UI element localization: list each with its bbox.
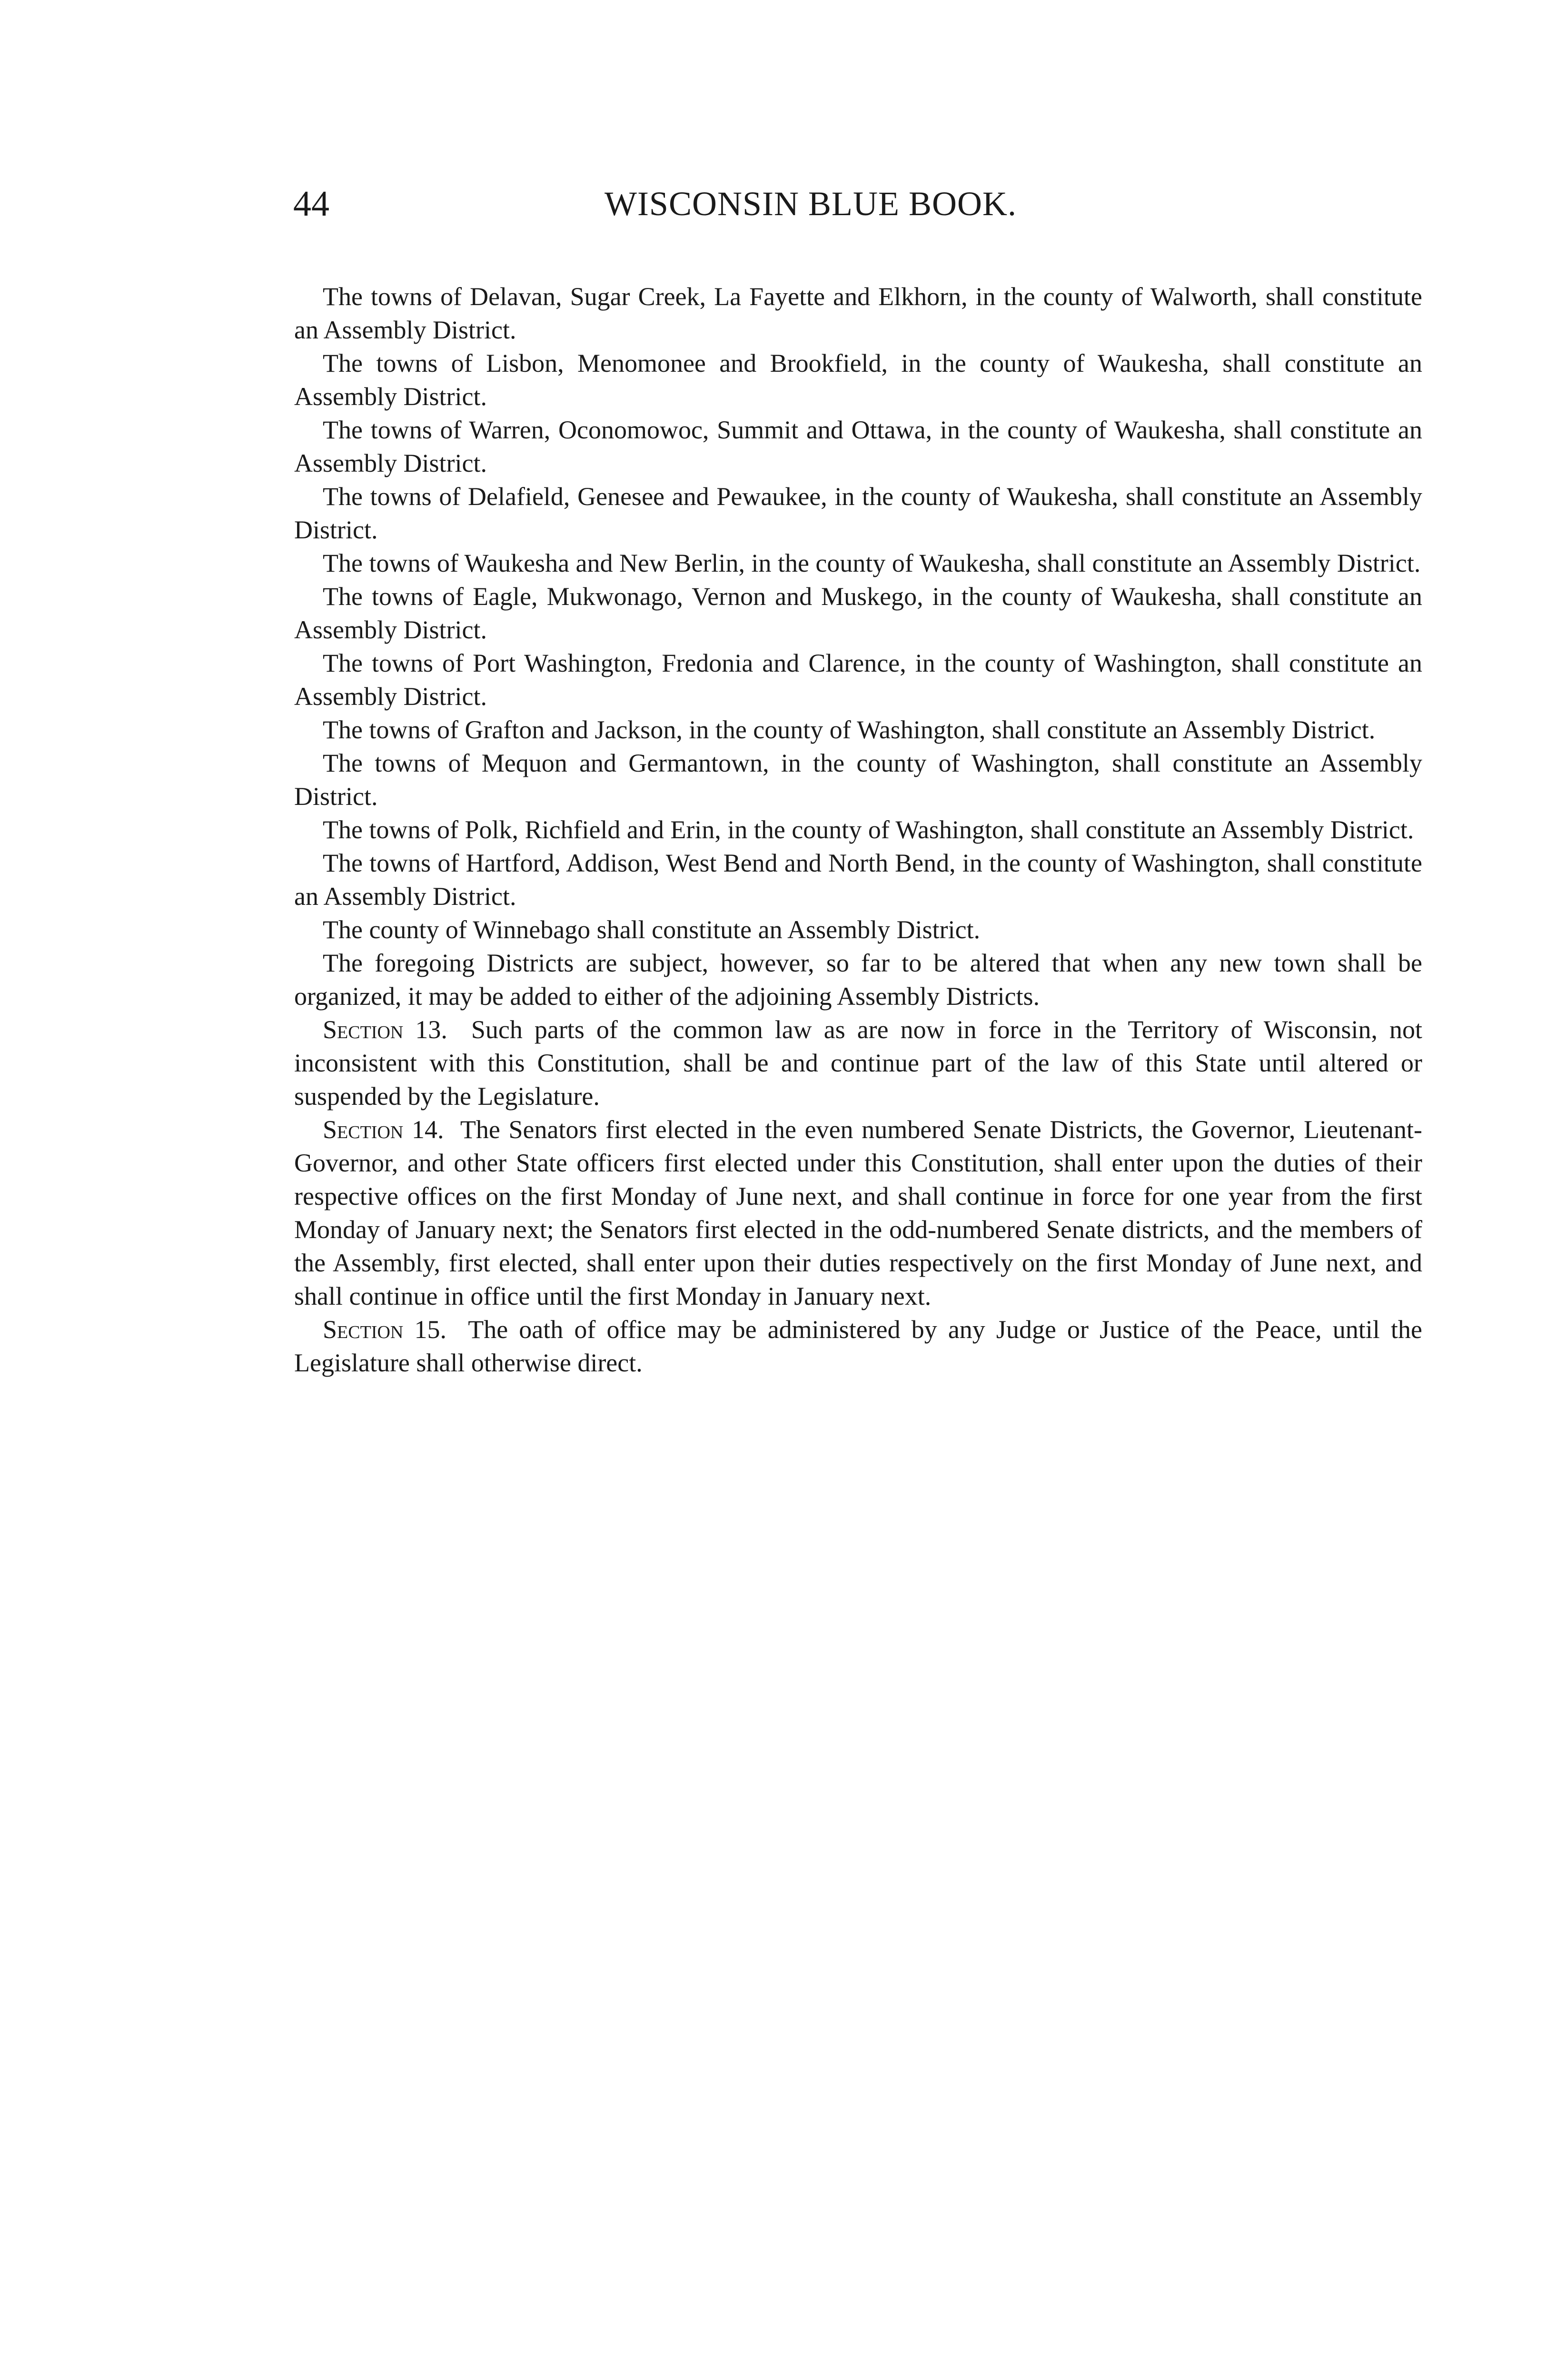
paragraph-delafield: The towns of Delafield, Genesee and Pewaukee, in the county of Waukesha, shall constitute an Assembly District. xyxy=(294,482,1422,544)
paragraph-eagle: The towns of Eagle, Mukwonago, Vernon and Muskego, in the county of Waukesha, shall constitute an Assembly District. xyxy=(294,582,1422,644)
section-text: The oath of office may be administered by any Judge or Justice of the Peace, until the Legislature shall otherwise direct. xyxy=(294,1315,1423,1377)
paragraph-grafton: The towns of Grafton and Jackson, in the county of Washington, shall constitute an Assembly District. xyxy=(323,715,1376,744)
section-13 xyxy=(294,1013,1422,1113)
page-number: 44 xyxy=(293,184,329,224)
paragraph-lisbon: The towns of Lisbon, Menomonee and Brookfield, in the county of Waukesha, shall constitute an Assembly District. xyxy=(294,349,1422,411)
section-label: Section 15. xyxy=(323,1315,446,1344)
paragraph-waukesha: The towns of Waukesha and New Berlin, in the county of Waukesha, shall constitute an Assembly District. xyxy=(323,549,1421,577)
running-title: WISCONSIN BLUE BOOK. xyxy=(605,185,1017,223)
paragraph-foregoing-districts: The foregoing Districts are subject, however, so far to be altered that when any new town shall be organized, it may be added to either of the adjoining Assembly Districts. xyxy=(294,949,1422,1011)
section-label: Section 14. xyxy=(323,1115,444,1144)
section-15 xyxy=(294,1313,1422,1379)
paragraph-winnebago: The county of Winnebago shall constitute an Assembly District. xyxy=(323,915,981,944)
paragraph-walworth: The towns of Delavan, Sugar Creek, La Fayette and Elkhorn, in the county of Walworth, shall constitute an Assembly District. xyxy=(294,282,1422,344)
section-text: The Senators first elected in the even numbered Senate Districts, the Governor, Lieutenant-Governor, and other State officers first elected under this Constitution, shall enter upon the duties of their respective offices on the first Monday of June next, and shall continue in force for one year from the first Monday of January next; the Senators first elected in the odd-numbered Senate districts, and the members of the Assembly, first elected, shall enter upon their duties respectively on the first Monday of June next, and shall continue in office until the first Monday in January next. xyxy=(294,1115,1422,1310)
paragraph-mequon: The towns of Mequon and Germantown, in the county of Washington, shall constitute an Assembly District. xyxy=(294,749,1422,811)
paragraph-polk: The towns of Polk, Richfield and Erin, in the county of Washington, shall constitute an Assembly District. xyxy=(323,815,1414,844)
body-text xyxy=(294,280,1422,1379)
section-14 xyxy=(294,1113,1422,1313)
section-label: Section 13. xyxy=(323,1015,447,1044)
paragraph-hartford: The towns of Hartford, Addison, West Bend and North Bend, in the county of Washington, shall constitute an Assembly District. xyxy=(294,849,1422,911)
paragraph-warren: The towns of Warren, Oconomowoc, Summit and Ottawa, in the county of Waukesha, shall constitute an Assembly District. xyxy=(294,416,1422,477)
paragraph-port-washington: The towns of Port Washington, Fredonia and Clarence, in the county of Washington, shall constitute an Assembly District. xyxy=(294,649,1422,711)
section-text: Such parts of the common law as are now in force in the Territory of Wisconsin, not inconsistent with this Constitution, shall be and continue part of the law of this State until altered or suspended by the Legislature. xyxy=(294,1015,1423,1111)
